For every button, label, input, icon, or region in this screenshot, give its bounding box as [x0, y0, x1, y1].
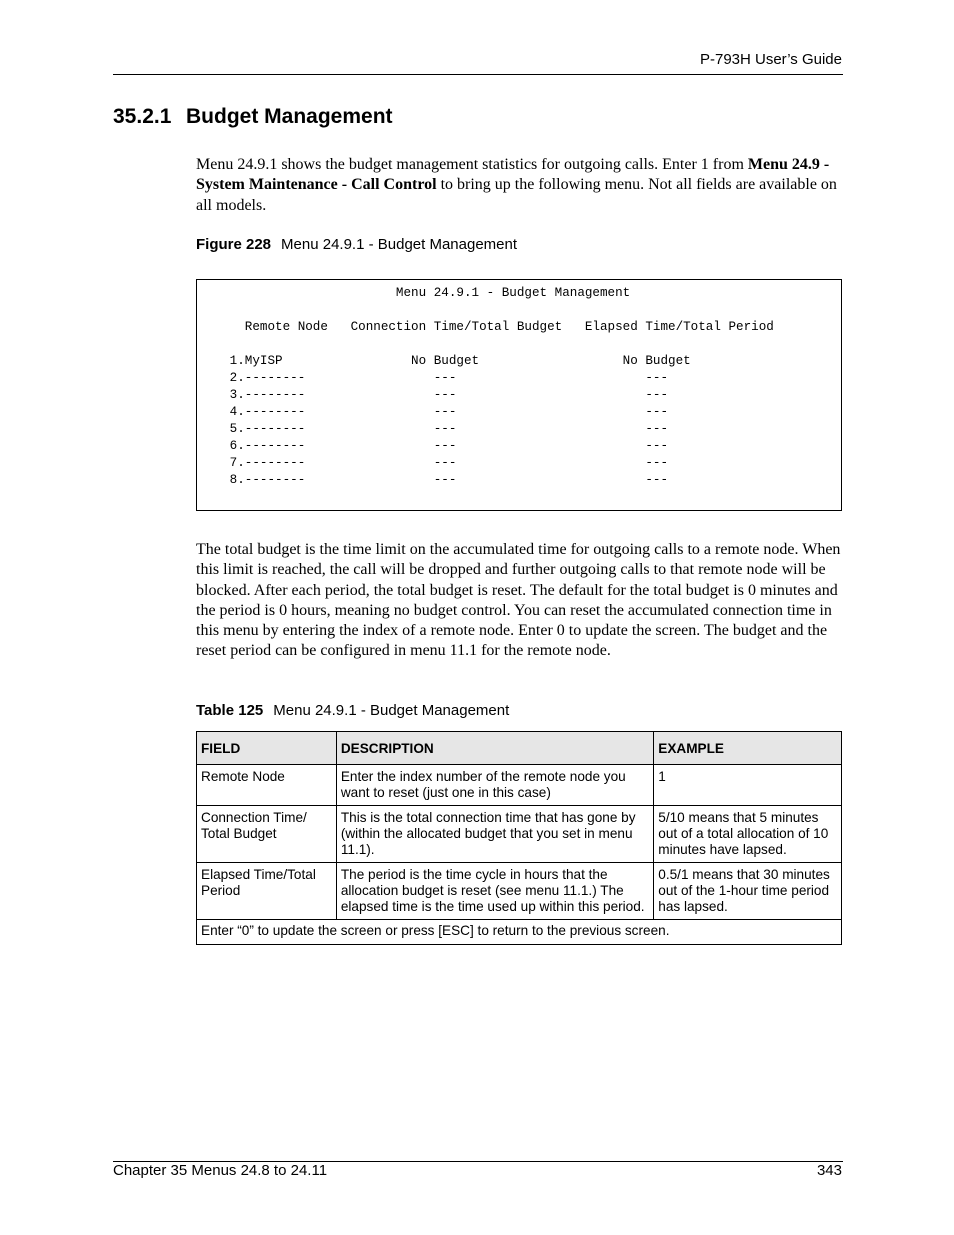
table-title: Menu 24.9.1 - Budget Management — [273, 702, 510, 719]
intro-text-part2: to bring up the following menu. Not all fields are available on all models. — [196, 176, 837, 214]
intro-paragraph — [196, 155, 842, 216]
page-number: 343 — [816, 1162, 842, 1179]
section-title: Budget Management — [186, 105, 393, 128]
field-description-table — [196, 731, 842, 945]
header-rule — [113, 74, 843, 75]
figure-title: Menu 24.9.1 - Budget Management — [281, 236, 518, 253]
table-note-row — [197, 920, 842, 945]
cell-example: 1 — [654, 765, 842, 806]
table-note: Enter “0” to update the screen or press [ESC] to return to the previous screen. — [197, 920, 842, 945]
figure-caption — [196, 236, 517, 253]
table-row — [197, 765, 842, 806]
cell-field: Connection Time/ Total Budget — [197, 806, 337, 863]
cell-description: Enter the index number of the remote node you want to reset (just one in this case) — [336, 765, 653, 806]
table-label: Table 125 — [196, 702, 264, 719]
cell-description: This is the total connection time that has gone by (within the allocated budget that you set in menu 11.1). — [336, 806, 653, 863]
intro-text-part1: Menu 24.9.1 shows the budget management statistics for outgoing calls. Enter 1 from — [196, 156, 748, 173]
menu-screen-text: Menu 24.9.1 - Budget Management Remote Node Connection Time/Total Budget Elapsed Time/Total Period 1.MyISP No Budget No Budget 2.-------- --- --- 3.-------- --- --- 4.-------- --- --- 5.-------- --- --- 6.-------- --- --- 7.-------- --- --- 8.-------- --- --- — [229, 286, 774, 487]
intro-menu-reference: Menu 24.9 - System Maintenance - Call Control — [196, 156, 830, 194]
cell-description: The period is the time cycle in hours that the allocation budget is reset (see menu 11.1.) The elapsed time is the time used up within this period. — [336, 863, 653, 920]
footer-chapter: Chapter 35 Menus 24.8 to 24.11 — [113, 1162, 328, 1179]
cell-example: 5/10 means that 5 minutes out of a total allocation of 10 minutes have lapsed. — [654, 806, 842, 863]
table-header-row — [197, 732, 842, 765]
header-example: EXAMPLE — [654, 732, 842, 765]
section-number: 35.2.1 — [113, 105, 172, 128]
header-field: FIELD — [197, 732, 337, 765]
running-header-title: P-793H User’s Guide — [699, 51, 842, 68]
table-row — [197, 863, 842, 920]
menu-screen-figure — [196, 279, 842, 511]
table-caption — [196, 702, 509, 719]
cell-field: Elapsed Time/Total Period — [197, 863, 337, 920]
header-description: DESCRIPTION — [336, 732, 653, 765]
section-heading — [113, 105, 393, 129]
body-paragraph: The total budget is the time limit on the accumulated time for outgoing calls to a remote node. When this limit is reached, the call will be dropped and further outgoing calls to that remote node will be blocked. After each period, the total budget is reset. The default for the total budget is 0 minutes and the period is 0 hours, meaning no budget control. You can reset the accumulated connection time in this menu by entering the index of a remote node. Enter 0 to update the screen. The budget and the reset period can be configured in menu 11.1 for the remote node. — [196, 541, 841, 660]
cell-field: Remote Node — [197, 765, 337, 806]
figure-label: Figure 228 — [196, 236, 272, 253]
cell-example: 0.5/1 means that 30 minutes out of the 1-hour time period has lapsed. — [654, 863, 842, 920]
table-row — [197, 806, 842, 863]
